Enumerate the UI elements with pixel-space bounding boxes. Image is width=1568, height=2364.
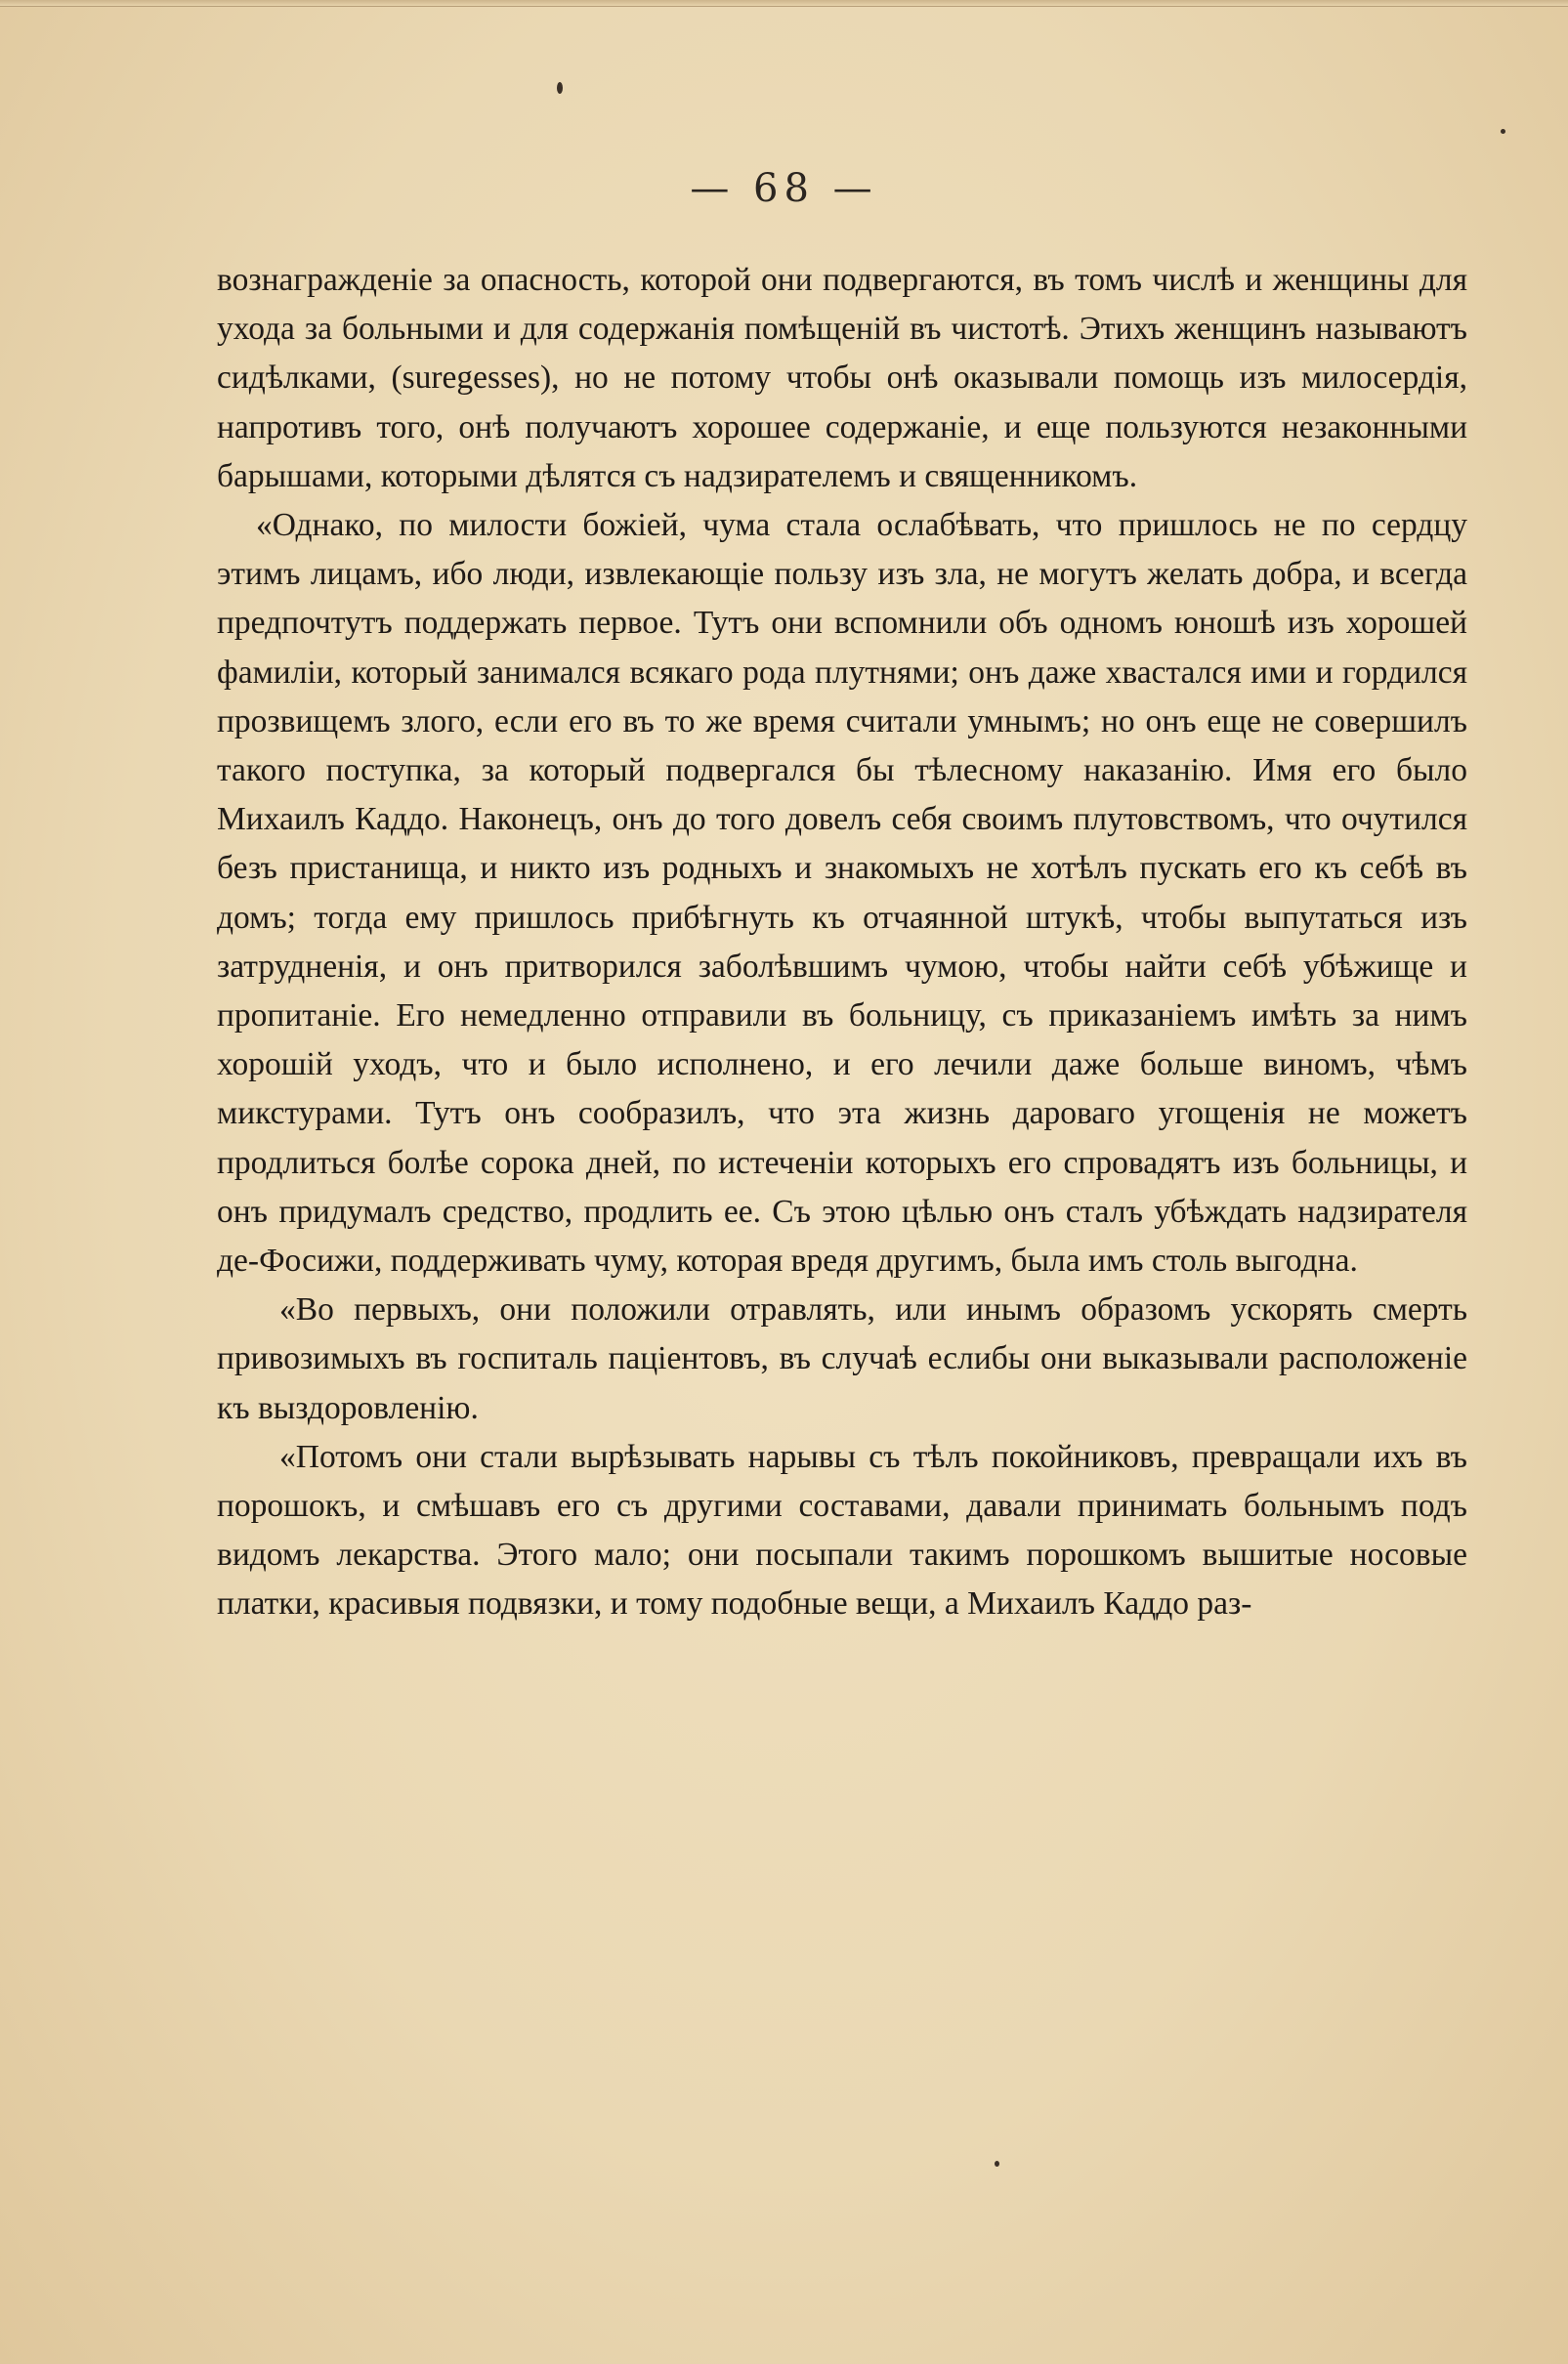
page-number: — 68 — <box>690 166 878 211</box>
ink-speck <box>995 2161 999 2167</box>
paragraph-2: «Однако, по милости божіей, чума стала ослабѣвать, что пришлось не по сердцу этимъ лицамъ, ибо люди, извлекающіе пользу изъ зла, не могутъ желать добра, и всегда предпочтутъ поддержать первое. Тутъ они вспомнили объ одномъ юношѣ изъ хорошей фамиліи, который занимался всякаго рода плутнями; онъ даже хвастался ими и гордился прозвищемъ злого, если его въ то же время считали умнымъ; но онъ еще не совершилъ такого поступка, за который подвергался бы тѣлесному наказанію. Имя его было Михаилъ Каддо. Наконецъ, онъ до того довелъ себя своимъ плутовствомъ, что очутился безъ пристанища, и никто изъ родныхъ и знакомыхъ не хотѣлъ пускать его къ себѣ въ домъ; тогда ему пришлось прибѣгнуть къ отчаянной штукѣ, чтобы выпутаться изъ затрудненія, и онъ притворился заболѣвшимъ чумою, чтобы найти себѣ убѣжище и пропитаніе. Его немедленно отправили въ больницу, съ приказаніемъ имѣть за нимъ хорошій уходъ, что и было исполнено, и его лечили даже больше виномъ, чѣмъ микстурами. Тутъ онъ сообразилъ, что эта жизнь дароваго угощенія не можетъ продлиться болѣе сорока дней, по истеченіи которыхъ его спровадятъ изъ больницы, и онъ придумалъ средство, продлить ее. Съ этою цѣлью онъ сталъ убѣждать надзирателя де-Фосижи, поддерживать чуму, которая вредя другимъ, была имъ столь выгодна. <box>217 507 1467 1280</box>
paragraph-3: «Во первыхъ, они положили отравлять, или инымъ образомъ ускорять смерть привозимыхъ въ госпиталь паціентовъ, въ случаѣ еслибы они выказывали расположеніе къ выздоровленію. <box>217 1291 1467 1426</box>
body-text <box>217 256 1467 1629</box>
paragraph-1: вознагражденіе за опасность, которой они подвергаются, въ томъ числѣ и женщины для ухода за больными и для содержанія помѣщеній въ чистотѣ. Этихъ женщинъ называютъ сидѣлками, (suregesses), но не потому чтобы онѣ оказывали помощь изъ милосердія, напротивъ того, онѣ получаютъ хорошее содержаніе, и еще пользуются незаконными барышами, которыми дѣлятся съ надзирателемъ и священникомъ. <box>217 262 1467 494</box>
paragraph-4: «Потомъ они стали вырѣзывать нарывы съ тѣлъ покойниковъ, превращали ихъ въ порошокъ, и смѣшавъ его съ другими составами, давали принимать больнымъ подъ видомъ лекарства. Этого мало; они посыпали такимъ порошкомъ вышитые носовые платки, красивыя подвязки, и тому подобные вещи, а Михаилъ Каддо раз- <box>217 1438 1467 1623</box>
ink-speck <box>557 82 563 94</box>
page-top-edge <box>0 0 1568 7</box>
ink-speck <box>1501 129 1505 134</box>
